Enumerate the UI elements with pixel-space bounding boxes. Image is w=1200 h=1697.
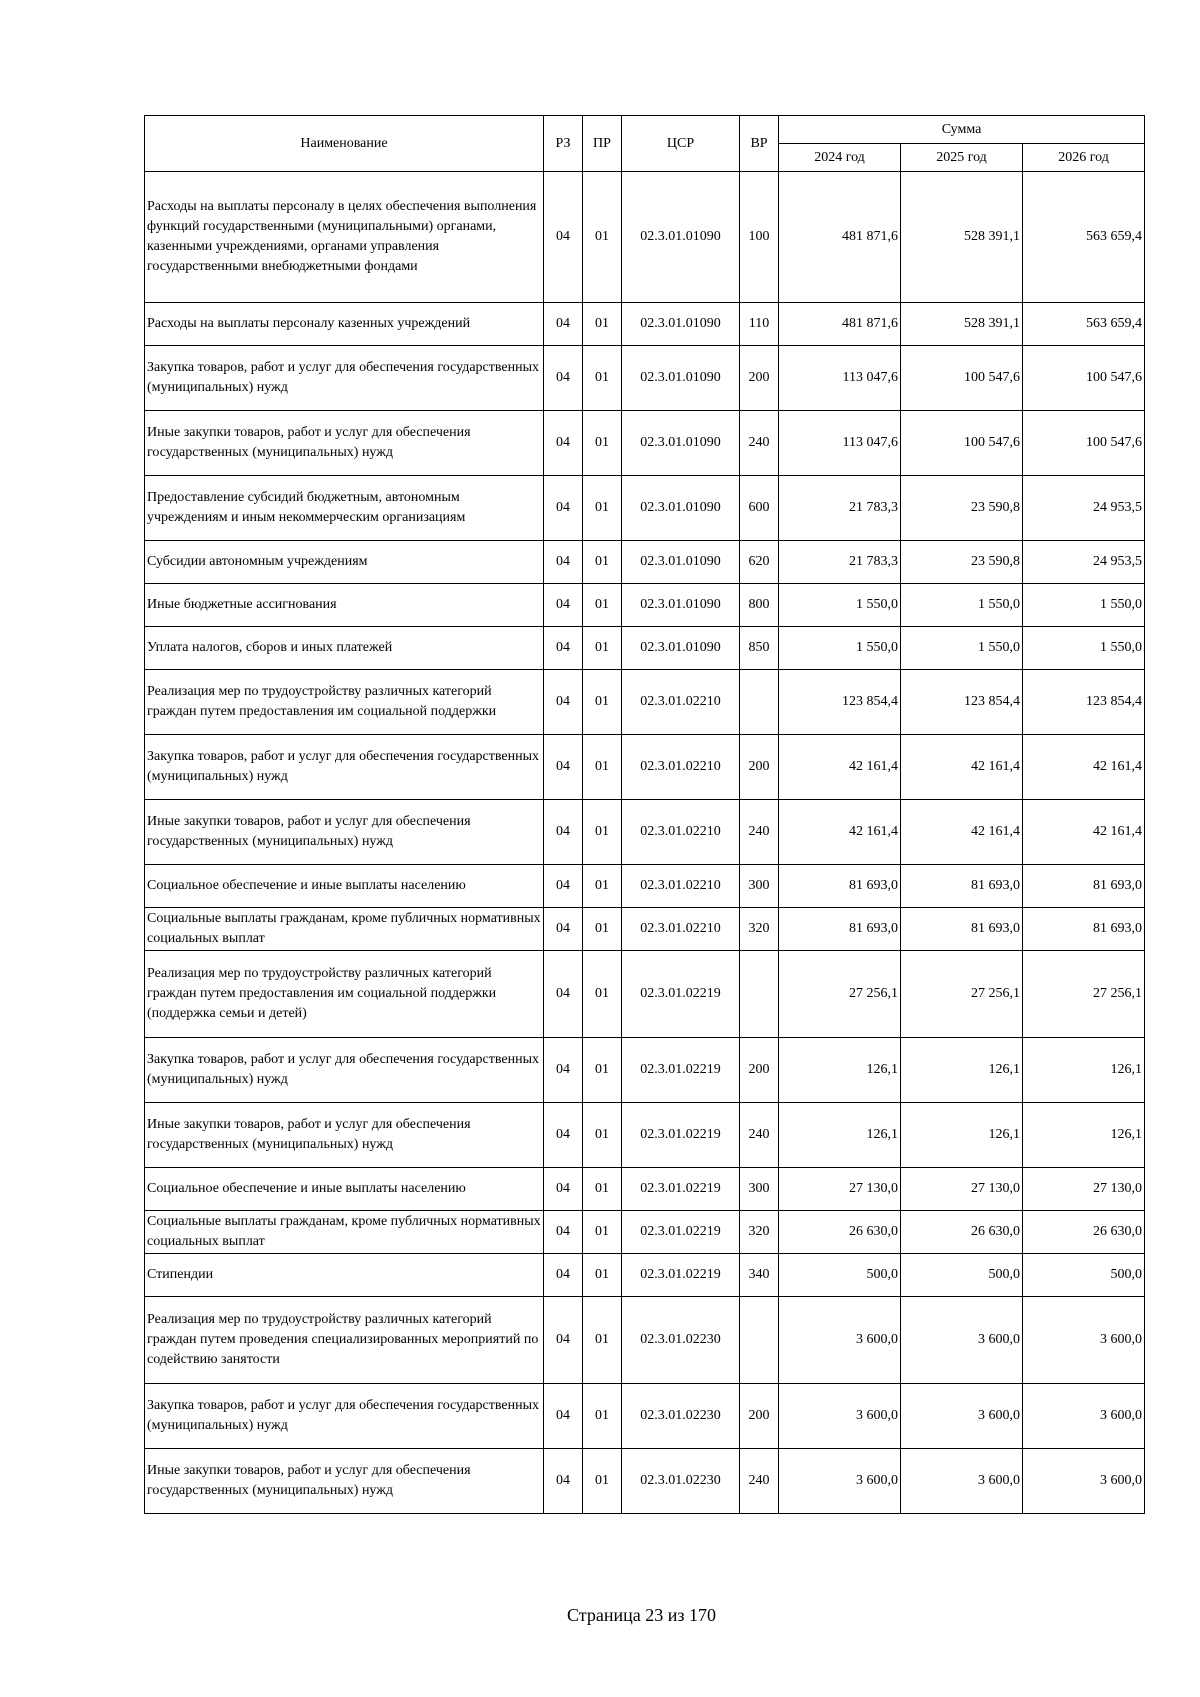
row-sum-2026: 563 659,4 — [1023, 303, 1145, 346]
row-name: Реализация мер по трудоустройству различных категорий граждан путем предоставления им социальной поддержки — [145, 670, 544, 735]
row-sum-2024: 26 630,0 — [779, 1211, 901, 1254]
row-sum-2025: 42 161,4 — [901, 735, 1023, 800]
row-sum-2026: 27 256,1 — [1023, 951, 1145, 1038]
row-pr: 01 — [583, 1384, 622, 1449]
row-name: Иные закупки товаров, работ и услуг для обеспечения государственных (муниципальных) нужд — [145, 1103, 544, 1168]
row-sum-2024: 481 871,6 — [779, 172, 901, 303]
row-pr: 01 — [583, 908, 622, 951]
row-name: Стипендии — [145, 1254, 544, 1297]
row-sum-2026: 100 547,6 — [1023, 346, 1145, 411]
row-sum-2025: 23 590,8 — [901, 476, 1023, 541]
row-sum-2025: 81 693,0 — [901, 865, 1023, 908]
row-sum-2025: 100 547,6 — [901, 411, 1023, 476]
row-sum-2024: 1 550,0 — [779, 584, 901, 627]
table-row — [145, 670, 1145, 735]
table-row — [145, 735, 1145, 800]
row-name: Иные закупки товаров, работ и услуг для обеспечения государственных (муниципальных) нужд — [145, 1449, 544, 1514]
row-pr: 01 — [583, 670, 622, 735]
row-sum-2025: 3 600,0 — [901, 1297, 1023, 1384]
row-sum-2025: 3 600,0 — [901, 1449, 1023, 1514]
row-sum-2026: 126,1 — [1023, 1038, 1145, 1103]
row-rz: 04 — [544, 1103, 583, 1168]
row-csr: 02.3.01.01090 — [622, 584, 740, 627]
row-sum-2025: 27 256,1 — [901, 951, 1023, 1038]
row-vr — [740, 1297, 779, 1384]
row-rz: 04 — [544, 1449, 583, 1514]
row-sum-2026: 126,1 — [1023, 1103, 1145, 1168]
row-csr: 02.3.01.02219 — [622, 1254, 740, 1297]
row-csr: 02.3.01.02210 — [622, 908, 740, 951]
row-sum-2024: 27 130,0 — [779, 1168, 901, 1211]
row-vr: 850 — [740, 627, 779, 670]
row-sum-2026: 123 854,4 — [1023, 670, 1145, 735]
row-pr: 01 — [583, 627, 622, 670]
row-sum-2025: 100 547,6 — [901, 346, 1023, 411]
row-sum-2024: 3 600,0 — [779, 1449, 901, 1514]
row-rz: 04 — [544, 1297, 583, 1384]
row-sum-2026: 100 547,6 — [1023, 411, 1145, 476]
row-pr: 01 — [583, 800, 622, 865]
row-vr: 300 — [740, 865, 779, 908]
row-vr: 200 — [740, 1384, 779, 1449]
row-sum-2025: 126,1 — [901, 1038, 1023, 1103]
row-name: Расходы на выплаты персоналу казенных учреждений — [145, 303, 544, 346]
row-rz: 04 — [544, 908, 583, 951]
row-rz: 04 — [544, 800, 583, 865]
budget-table — [144, 115, 1145, 1514]
row-vr — [740, 670, 779, 735]
row-csr: 02.3.01.01090 — [622, 303, 740, 346]
row-csr: 02.3.01.02219 — [622, 951, 740, 1038]
row-pr: 01 — [583, 1449, 622, 1514]
table-body — [145, 172, 1145, 1514]
row-csr: 02.3.01.02210 — [622, 800, 740, 865]
header-year-2024: 2024 год — [779, 144, 901, 172]
row-sum-2024: 126,1 — [779, 1103, 901, 1168]
row-sum-2025: 81 693,0 — [901, 908, 1023, 951]
row-sum-2025: 126,1 — [901, 1103, 1023, 1168]
row-csr: 02.3.01.01090 — [622, 541, 740, 584]
row-name: Уплата налогов, сборов и иных платежей — [145, 627, 544, 670]
row-vr: 620 — [740, 541, 779, 584]
table-row — [145, 411, 1145, 476]
row-sum-2025: 1 550,0 — [901, 584, 1023, 627]
row-csr: 02.3.01.02210 — [622, 735, 740, 800]
row-csr: 02.3.01.02210 — [622, 670, 740, 735]
header-year-2026: 2026 год — [1023, 144, 1145, 172]
row-vr: 240 — [740, 1103, 779, 1168]
table-row — [145, 908, 1145, 951]
row-sum-2024: 126,1 — [779, 1038, 901, 1103]
row-vr: 240 — [740, 800, 779, 865]
row-csr: 02.3.01.02219 — [622, 1211, 740, 1254]
row-name: Закупка товаров, работ и услуг для обеспечения государственных (муниципальных) нужд — [145, 1038, 544, 1103]
row-pr: 01 — [583, 1168, 622, 1211]
table-row — [145, 1168, 1145, 1211]
row-sum-2026: 500,0 — [1023, 1254, 1145, 1297]
row-csr: 02.3.01.02230 — [622, 1449, 740, 1514]
row-vr: 320 — [740, 1211, 779, 1254]
row-name: Закупка товаров, работ и услуг для обеспечения государственных (муниципальных) нужд — [145, 735, 544, 800]
row-name: Закупка товаров, работ и услуг для обеспечения государственных (муниципальных) нужд — [145, 1384, 544, 1449]
row-rz: 04 — [544, 1168, 583, 1211]
row-csr: 02.3.01.02219 — [622, 1103, 740, 1168]
row-vr: 200 — [740, 735, 779, 800]
row-pr: 01 — [583, 951, 622, 1038]
row-sum-2024: 21 783,3 — [779, 476, 901, 541]
row-vr: 200 — [740, 346, 779, 411]
row-vr: 240 — [740, 1449, 779, 1514]
row-sum-2025: 23 590,8 — [901, 541, 1023, 584]
table-row — [145, 476, 1145, 541]
row-sum-2025: 3 600,0 — [901, 1384, 1023, 1449]
row-name: Иные закупки товаров, работ и услуг для обеспечения государственных (муниципальных) нужд — [145, 800, 544, 865]
row-sum-2024: 113 047,6 — [779, 346, 901, 411]
row-rz: 04 — [544, 1211, 583, 1254]
page-number: Страница 23 из 170 — [567, 1605, 716, 1625]
row-sum-2024: 1 550,0 — [779, 627, 901, 670]
row-sum-2026: 24 953,5 — [1023, 541, 1145, 584]
header-name: Наименование — [145, 116, 544, 172]
row-vr: 110 — [740, 303, 779, 346]
row-name: Закупка товаров, работ и услуг для обеспечения государственных (муниципальных) нужд — [145, 346, 544, 411]
row-rz: 04 — [544, 670, 583, 735]
row-sum-2026: 3 600,0 — [1023, 1449, 1145, 1514]
table-row — [145, 1103, 1145, 1168]
row-rz: 04 — [544, 1038, 583, 1103]
row-sum-2025: 26 630,0 — [901, 1211, 1023, 1254]
row-name: Субсидии автономным учреждениям — [145, 541, 544, 584]
row-sum-2024: 42 161,4 — [779, 735, 901, 800]
table-row — [145, 1211, 1145, 1254]
row-vr — [740, 951, 779, 1038]
row-rz: 04 — [544, 541, 583, 584]
row-pr: 01 — [583, 1211, 622, 1254]
row-sum-2024: 113 047,6 — [779, 411, 901, 476]
row-rz: 04 — [544, 303, 583, 346]
row-pr: 01 — [583, 346, 622, 411]
row-name: Социальное обеспечение и иные выплаты населению — [145, 865, 544, 908]
row-pr: 01 — [583, 1297, 622, 1384]
row-name: Реализация мер по трудоустройству различных категорий граждан путем проведения специализированных мероприятий по содействию занятости — [145, 1297, 544, 1384]
row-csr: 02.3.01.01090 — [622, 346, 740, 411]
row-name: Социальные выплаты гражданам, кроме публичных нормативных социальных выплат — [145, 1211, 544, 1254]
row-sum-2025: 528 391,1 — [901, 172, 1023, 303]
row-rz: 04 — [544, 735, 583, 800]
row-sum-2024: 81 693,0 — [779, 908, 901, 951]
row-rz: 04 — [544, 411, 583, 476]
row-csr: 02.3.01.01090 — [622, 476, 740, 541]
row-name: Реализация мер по трудоустройству различных категорий граждан путем предоставления им социальной поддержки (поддержка семьи и детей) — [145, 951, 544, 1038]
row-sum-2026: 3 600,0 — [1023, 1384, 1145, 1449]
table-row — [145, 584, 1145, 627]
table-row — [145, 951, 1145, 1038]
row-pr: 01 — [583, 1038, 622, 1103]
row-sum-2026: 563 659,4 — [1023, 172, 1145, 303]
row-csr: 02.3.01.02219 — [622, 1168, 740, 1211]
row-sum-2026: 3 600,0 — [1023, 1297, 1145, 1384]
header-sum: Сумма — [779, 116, 1145, 144]
row-sum-2024: 81 693,0 — [779, 865, 901, 908]
row-sum-2024: 27 256,1 — [779, 951, 901, 1038]
row-vr: 240 — [740, 411, 779, 476]
row-vr: 200 — [740, 1038, 779, 1103]
row-name: Социальное обеспечение и иные выплаты населению — [145, 1168, 544, 1211]
row-pr: 01 — [583, 865, 622, 908]
row-rz: 04 — [544, 865, 583, 908]
row-vr: 800 — [740, 584, 779, 627]
row-sum-2026: 42 161,4 — [1023, 735, 1145, 800]
row-name: Расходы на выплаты персоналу в целях обеспечения выполнения функций государственными (муниципальными) органами, казенными учреждениями, органами управления государственными внебюджетными фондами — [145, 172, 544, 303]
row-rz: 04 — [544, 627, 583, 670]
row-pr: 01 — [583, 584, 622, 627]
row-pr: 01 — [583, 476, 622, 541]
row-vr: 340 — [740, 1254, 779, 1297]
row-rz: 04 — [544, 172, 583, 303]
row-rz: 04 — [544, 584, 583, 627]
row-sum-2024: 123 854,4 — [779, 670, 901, 735]
header-csr: ЦСР — [622, 116, 740, 172]
row-sum-2025: 528 391,1 — [901, 303, 1023, 346]
row-sum-2026: 1 550,0 — [1023, 584, 1145, 627]
row-sum-2025: 1 550,0 — [901, 627, 1023, 670]
row-rz: 04 — [544, 346, 583, 411]
table-row — [145, 303, 1145, 346]
header-rz: РЗ — [544, 116, 583, 172]
table-row — [145, 627, 1145, 670]
row-pr: 01 — [583, 1103, 622, 1168]
row-sum-2026: 27 130,0 — [1023, 1168, 1145, 1211]
row-csr: 02.3.01.02230 — [622, 1297, 740, 1384]
row-name: Социальные выплаты гражданам, кроме публичных нормативных социальных выплат — [145, 908, 544, 951]
row-pr: 01 — [583, 303, 622, 346]
table-row — [145, 1254, 1145, 1297]
row-sum-2024: 500,0 — [779, 1254, 901, 1297]
row-sum-2026: 81 693,0 — [1023, 865, 1145, 908]
row-pr: 01 — [583, 1254, 622, 1297]
row-sum-2024: 42 161,4 — [779, 800, 901, 865]
row-name: Иные бюджетные ассигнования — [145, 584, 544, 627]
row-sum-2026: 1 550,0 — [1023, 627, 1145, 670]
row-csr: 02.3.01.02210 — [622, 865, 740, 908]
table-row — [145, 541, 1145, 584]
row-pr: 01 — [583, 172, 622, 303]
table-row — [145, 800, 1145, 865]
row-csr: 02.3.01.01090 — [622, 411, 740, 476]
row-sum-2026: 81 693,0 — [1023, 908, 1145, 951]
table-row — [145, 1038, 1145, 1103]
header-vr: ВР — [740, 116, 779, 172]
row-csr: 02.3.01.02219 — [622, 1038, 740, 1103]
row-name: Иные закупки товаров, работ и услуг для обеспечения государственных (муниципальных) нужд — [145, 411, 544, 476]
row-sum-2024: 481 871,6 — [779, 303, 901, 346]
table-row — [145, 1297, 1145, 1384]
row-rz: 04 — [544, 951, 583, 1038]
row-sum-2025: 27 130,0 — [901, 1168, 1023, 1211]
header-pr: ПР — [583, 116, 622, 172]
row-sum-2026: 24 953,5 — [1023, 476, 1145, 541]
row-rz: 04 — [544, 1254, 583, 1297]
table-row — [145, 865, 1145, 908]
row-pr: 01 — [583, 735, 622, 800]
row-sum-2026: 42 161,4 — [1023, 800, 1145, 865]
row-vr: 100 — [740, 172, 779, 303]
row-csr: 02.3.01.01090 — [622, 172, 740, 303]
table-row — [145, 1449, 1145, 1514]
row-pr: 01 — [583, 541, 622, 584]
row-sum-2025: 500,0 — [901, 1254, 1023, 1297]
row-sum-2025: 123 854,4 — [901, 670, 1023, 735]
row-vr: 320 — [740, 908, 779, 951]
row-rz: 04 — [544, 1384, 583, 1449]
row-pr: 01 — [583, 411, 622, 476]
row-rz: 04 — [544, 476, 583, 541]
row-csr: 02.3.01.02230 — [622, 1384, 740, 1449]
table-row — [145, 346, 1145, 411]
row-vr: 300 — [740, 1168, 779, 1211]
row-sum-2025: 42 161,4 — [901, 800, 1023, 865]
row-sum-2024: 3 600,0 — [779, 1297, 901, 1384]
row-sum-2026: 26 630,0 — [1023, 1211, 1145, 1254]
table-row — [145, 172, 1145, 303]
row-sum-2024: 3 600,0 — [779, 1384, 901, 1449]
row-vr: 600 — [740, 476, 779, 541]
table-row — [145, 1384, 1145, 1449]
row-name: Предоставление субсидий бюджетным, автономным учреждениям и иным некоммерческим организациям — [145, 476, 544, 541]
header-year-2025: 2025 год — [901, 144, 1023, 172]
row-sum-2024: 21 783,3 — [779, 541, 901, 584]
row-csr: 02.3.01.01090 — [622, 627, 740, 670]
